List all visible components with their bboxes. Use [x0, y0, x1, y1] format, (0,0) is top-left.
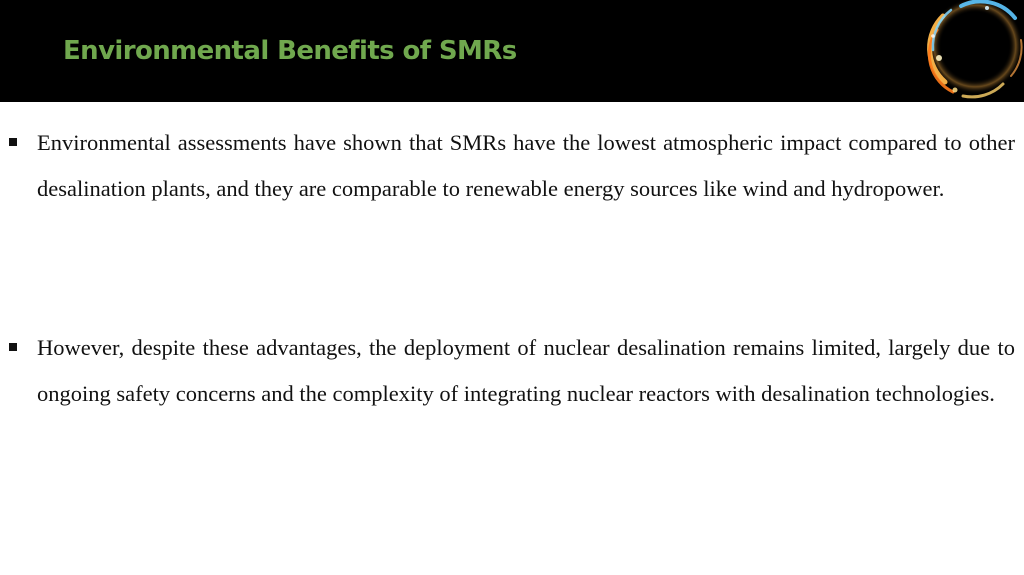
- bullet-item-atmospheric-impact: [37, 120, 1015, 212]
- bullet-text: Environmental assessments have shown that SMRs have the lowest atmospheric impact compared to other desalination plants, and they are comparable to renewable energy sources like wind and hydropower.: [37, 130, 1015, 201]
- slide-title: Environmental Benefits of SMRs: [63, 36, 517, 66]
- header-bar: [0, 0, 1024, 102]
- square-bullet-icon: [9, 138, 17, 146]
- bullet-text: However, despite these advantages, the deployment of nuclear desalination remains limited, largely due to ongoing safety concerns and the complexity of integrating nuclear reactors with desalination technologies.: [37, 335, 1015, 406]
- bullet-item-deployment-limits: [37, 325, 1015, 417]
- square-bullet-icon: [9, 343, 17, 351]
- glowing-ring-decoration: [903, 0, 1024, 102]
